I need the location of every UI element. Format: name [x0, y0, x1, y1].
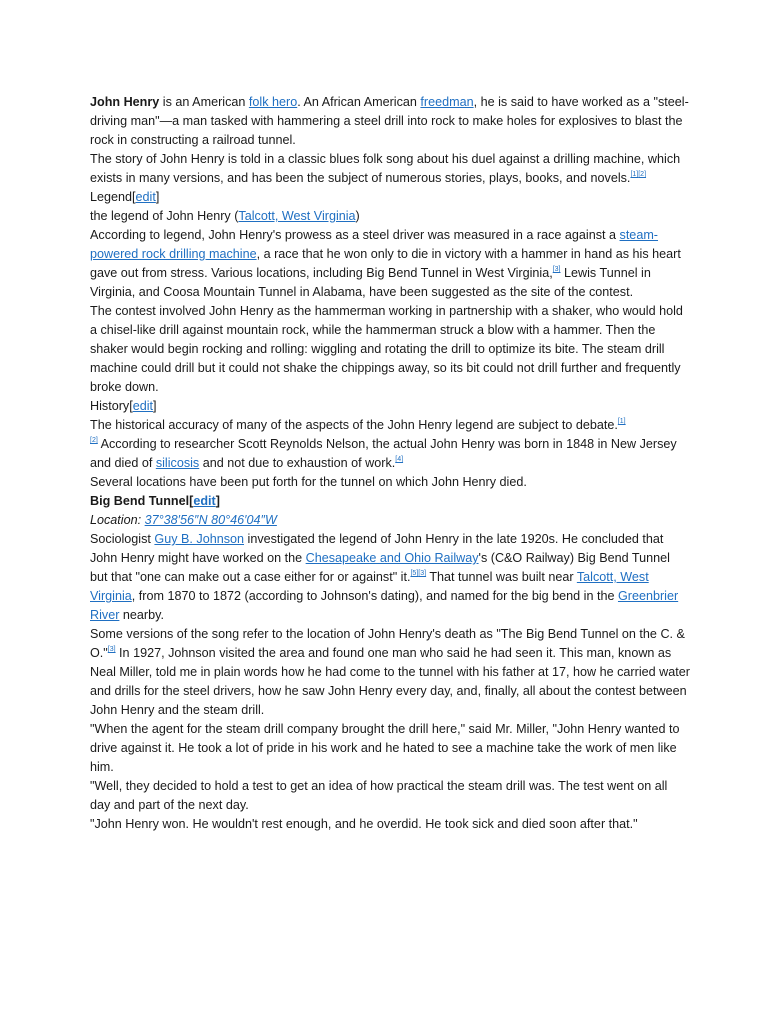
heading-text: Legend — [90, 190, 133, 204]
citation-link[interactable]: [4] — [395, 456, 404, 463]
link-talcott[interactable]: Talcott, West Virginia — [90, 570, 649, 603]
text: , he is said to have worked as a "steel-driving man"—a man tasked with hammering a steel drill into rock to make holes for explosives to blast the rock in constructing a railroad tunnel. — [90, 95, 689, 147]
citation-link[interactable]: [2] — [90, 437, 98, 444]
text: ) — [355, 209, 360, 223]
edit-link-legend[interactable]: edit — [135, 190, 156, 204]
history-paragraph-1 — [90, 416, 690, 473]
bracket: [ — [129, 399, 133, 413]
intro-paragraph-1 — [90, 93, 690, 150]
text: and not due to exhaustion of work. — [199, 456, 396, 470]
bigbend-paragraph-2 — [90, 625, 690, 720]
heading-text: Big Bend Tunnel — [90, 494, 190, 508]
text: the legend of John Henry ( — [90, 209, 239, 223]
link-guy-johnson[interactable]: Guy B. Johnson — [154, 532, 245, 546]
bracket: [ — [132, 190, 136, 204]
edit-link-history[interactable]: edit — [132, 399, 153, 413]
citation-link[interactable]: [3] — [418, 570, 427, 577]
text: 's (C&O Railway) Big Bend Tunnel but that "one can make out a case either for or against" it. — [90, 551, 670, 584]
intro-paragraph-2 — [90, 150, 690, 188]
quote-paragraph-2: "Well, they decided to hold a test to get an idea of how practical the steam drill was. The test went on all day and part of the next day. — [90, 779, 668, 812]
link-freedman[interactable]: freedman — [420, 95, 474, 109]
citation-link[interactable]: [3] — [107, 646, 116, 653]
text: . An African American — [297, 95, 421, 109]
text: Sociologist — [90, 532, 155, 546]
article — [90, 93, 690, 834]
edit-link-big-bend[interactable]: edit — [193, 494, 216, 508]
bigbend-paragraph-1 — [90, 530, 690, 625]
link-steam-drill[interactable]: steam-powered rock drilling machine — [90, 228, 659, 261]
legend-paragraph-1 — [90, 226, 690, 302]
text: The story of John Henry is told in a classic blues folk song about his duel against a drilling machine, which exists in many versions, and has been the subject of numerous stories, plays, books, and novels. — [90, 152, 681, 185]
history-paragraph-2: Several locations have been put forth for the tunnel on which John Henry died. — [90, 475, 527, 489]
text: , from 1870 to 1872 (according to Johnson's dating), and named for the big bend in the — [131, 589, 618, 603]
bracket: [ — [189, 494, 194, 508]
text: nearby. — [119, 608, 164, 622]
bracket: ] — [155, 190, 160, 204]
citation-link[interactable]: [3] — [552, 266, 561, 273]
citation-link[interactable]: [1] — [617, 418, 626, 425]
text: investigated the legend of John Henry in the late 1920s. He concluded that John Henry might have worked on the — [90, 532, 664, 565]
text: According to legend, John Henry's prowess as a steel driver was measured in a race against a — [90, 228, 620, 242]
bracket: ] — [153, 399, 157, 413]
heading-text: History — [90, 399, 130, 413]
citation-link[interactable]: [2] — [638, 171, 647, 178]
text: According to researcher Scott Reynolds Nelson, the actual John Henry was born in 1848 in New Jersey and died of — [90, 437, 677, 470]
section-heading-history — [90, 397, 690, 416]
legend-paragraph-2: The contest involved John Henry as the hammerman working in partnership with a shaker, who would hold a chisel-like drill against mountain rock, while the hammerman struck a blow with a hammer. Then the shaker would begin rocking and rolling: wiggling and rotating the drill to optimize its bite. The steam drill machine could drill but it could not shake the chippings away, so its bit could not drill further and frequently broke down. — [90, 304, 683, 394]
link-chesapeake-ohio[interactable]: Chesapeake and Ohio Railway — [305, 551, 479, 565]
link-talcott[interactable]: Talcott, West Virginia — [238, 209, 356, 223]
section-heading-legend — [90, 188, 690, 207]
image-caption — [90, 207, 690, 226]
text: The historical accuracy of many of the aspects of the John Henry legend are subject to debate. — [90, 418, 618, 432]
location-label: Location: — [90, 513, 145, 527]
text: , a race that he won only to die in victory with a hammer in hand as his heart gave out from stress. Various locations, including Big Bend Tunnel in West Virginia, — [90, 247, 681, 280]
link-greenbrier[interactable]: Greenbrier River — [90, 589, 679, 622]
link-coordinates[interactable]: 37°38′56″N 80°46′04″W — [144, 513, 277, 527]
subject-name: John Henry — [90, 95, 160, 109]
link-folk-hero[interactable]: folk hero — [248, 95, 298, 109]
section-heading-big-bend — [90, 492, 690, 511]
citation-link[interactable]: [5] — [410, 570, 419, 577]
citation-link[interactable]: [1] — [630, 171, 639, 178]
link-silicosis[interactable]: silicosis — [155, 456, 200, 470]
quote-paragraph-1: "When the agent for the steam drill company brought the drill here," said Mr. Miller, "John Henry wanted to drive against it. He took a lot of pride in his work and he hated to see a machine take the work of men like him. — [90, 722, 680, 774]
text: is an American — [159, 95, 249, 109]
location-line — [90, 511, 690, 530]
text: Some versions of the song refer to the location of John Henry's death as "The Big Bend Tunnel on the C. & O." — [90, 627, 685, 660]
quote-paragraph-3: "John Henry won. He wouldn't rest enough, and he overdid. He took sick and died soon after that." — [90, 817, 638, 831]
bracket: ] — [215, 494, 220, 508]
text: Lewis Tunnel in Virginia, and Coosa Mountain Tunnel in Alabama, have been suggested as the site of the contest. — [90, 266, 651, 299]
text: That tunnel was built near — [426, 570, 577, 584]
text: In 1927, Johnson visited the area and found one man who said he had seen it. This man, known as Neal Miller, told me in plain words how he had come to the tunnel with his father at 17, how he carried water and drills for the steel drivers, how he saw John Henry every day, and, finally, all about the contest between John Henry and the steam drill. — [90, 646, 690, 717]
